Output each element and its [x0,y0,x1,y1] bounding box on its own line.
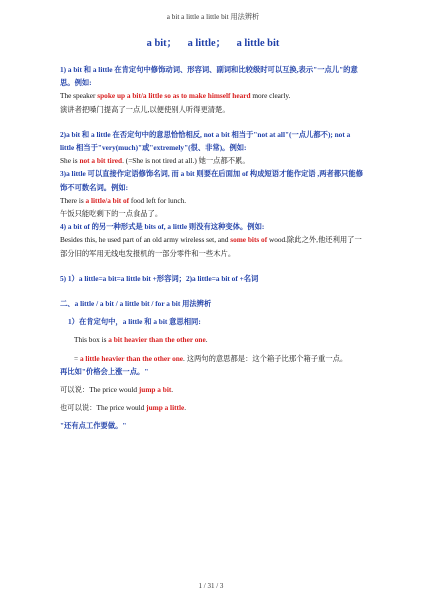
part2-example4-post: . [184,403,187,413]
page-header: a bit a little a little bit 用法辨析 [166,13,260,21]
part2-sub1: 1）在肯定句中，a little 和 a bit 意思相同: [68,317,201,327]
part2-example3-post: . [171,385,174,395]
part2-example4-pre: 也可以说：The price would [60,403,147,413]
section2-heading: 2)a bit 和 a little 在否定句中的意思恰恰相反, not a bit 相当于"not at all"(一点儿都不); not a little 相当于"very(much)"或"extremely"(很、非常)。例如: [60,129,351,153]
title-part-a-little: a little； [187,38,226,49]
section3-heading: 3)a little 可以直接作定语修饰名词, 而 a bit 则要在后面加 of 构成短语才能作定语 ,两者都只能修饰不可数名词。例如: [60,169,364,192]
section2-example-post: . (=She is not tired at all.) 她一点都不累。 [122,156,250,166]
section1-example-highlight: spoke up a bit/a little so as to make himself heard [97,91,251,101]
section4-heading: 4) a bit of 的另一种形式是 bits of, a little 则没有这种变体。例如: [60,222,265,232]
part2-example3 [60,383,366,396]
part2-example2-highlight: a little heavier than the other one [79,353,184,363]
section3-example-pre: There is [60,195,86,205]
section1-example [60,89,366,102]
part2-example4 [60,401,366,414]
part2-example1-highlight: a bit heavier than the other one [108,335,206,345]
section5-heading: 5) 1）a little=a bit=a little bit +形容词；2)a little=a bit of +名词 [60,273,259,283]
page-title [60,34,366,49]
section1-heading: 1) a bit 和 a little 在肯定句中修饰动词、形容词、副词和比较级时可以互换,表示"一点儿"的意思。例如: [60,65,358,88]
title-part-a-bit: a bit； [146,38,177,49]
section3-example-post: food left for lunch. [129,195,187,205]
section2-example [60,154,366,167]
page-footer: 1 / 31 / 3 [198,582,224,590]
part2-example3-highlight: jump a bit [138,385,172,395]
section3-translation: 午饭只能吃剩下的一点食品了。 [60,209,163,219]
part2-example1-pre: This box is [74,335,109,345]
section1-example-pre: The speaker [60,91,98,101]
part2-example2-post: . 这两句的意思都是：这个箱子比那个箱子重一点。 [183,353,348,363]
part2-example1-post: . [205,335,208,345]
part2-heading: 二、a little / a bit / a little bit / for a bit 用法辨析 [60,299,212,309]
section2-example-pre: She is [60,156,80,166]
section4-example-highlight: some bits of [230,235,268,245]
part2-example2 [60,352,366,365]
part2-sub2: 再比如"价格会上涨一点。" [60,366,149,376]
part2-example1 [60,333,366,346]
part2-example3-pre: 可以说：The price would [60,385,139,395]
part2-sub3: "还有点工作要做。" [60,421,127,431]
part2-example4-highlight: jump a little [146,403,185,413]
section3-example [60,194,366,207]
section4-example-pre: Besides this, he used part of an old army wireless set, and [60,235,231,245]
section3-example-highlight: a little/a bit of [85,195,130,205]
section4-example [60,233,366,259]
part2-example2-pre: = [74,353,80,363]
section1-translation: 演讲者把嗓门提高了一点儿,以便使别人听得更清楚。 [60,104,230,114]
title-part-a-little-bit: a little bit [236,38,280,49]
section2-example-highlight: not a bit tired [79,156,123,166]
section4-example-post: wood.除此之外,他还利用了一部分旧的军用无线电发报机的一部分零件和一些木片。 [60,235,362,258]
section1-example-post: more clearly. [250,91,291,101]
